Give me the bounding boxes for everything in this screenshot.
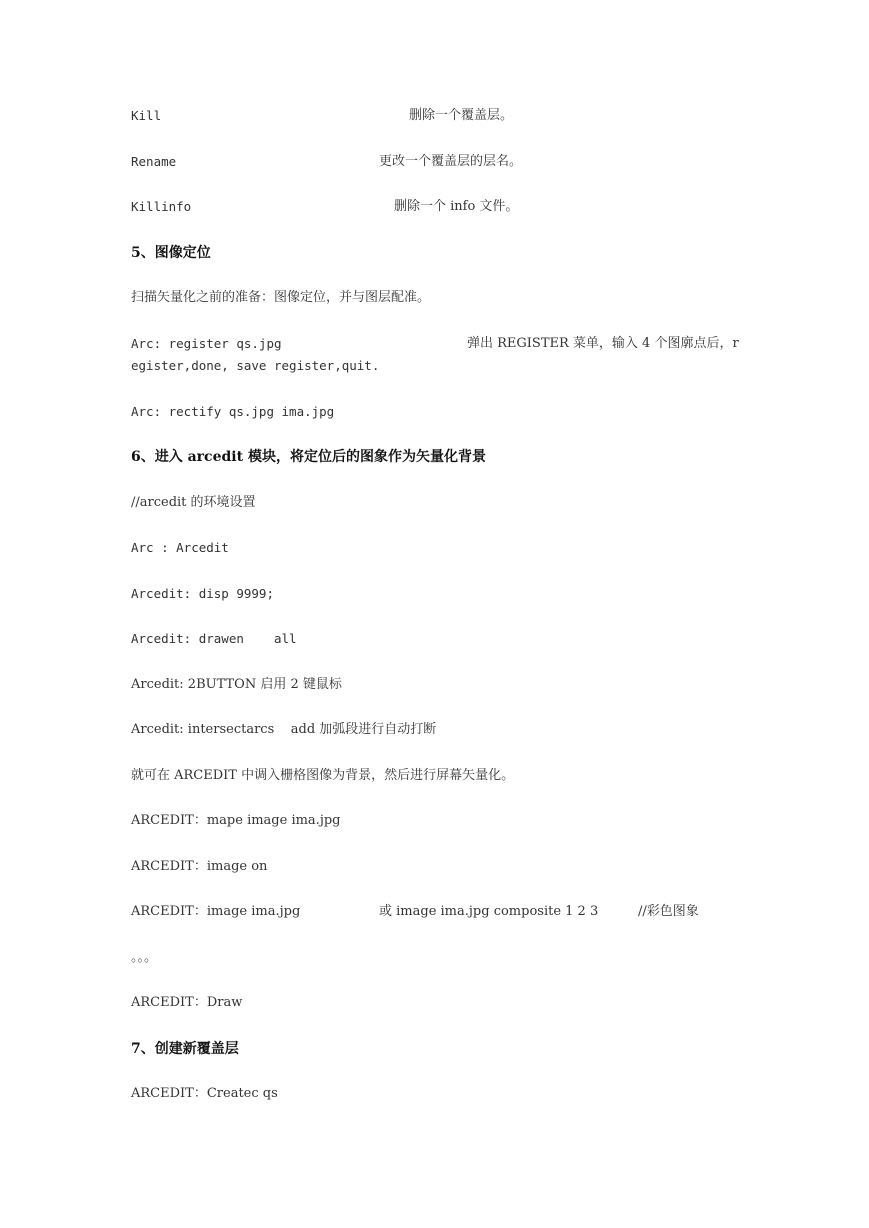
arcedit-image-on: ARCEDIT：image on [131,859,268,874]
arcedit-drawen: Arcedit: drawen all [131,631,297,646]
arcedit-background-note: 就可在 ARCEDIT 中调入栅格图像为背景，然后进行屏幕矢量化。 [131,768,515,783]
section-7-heading: 7、创建新覆盖层 [131,1041,239,1057]
arcedit-image-cmd: ARCEDIT：image ima.jpg [131,904,301,919]
register-command: Arc: register qs.jpg [131,336,282,351]
rectify-command: Arc: rectify qs.jpg ima.jpg [131,404,335,419]
command-killinfo-desc: 删除一个 info 文件。 [394,199,519,214]
command-rename: Rename [131,154,177,169]
section-5-intro: 扫描矢量化之前的准备：图像定位，并与图层配准。 [131,290,431,305]
arcedit-intersectarcs: Arcedit: intersectarcs add 加弧段进行自动打断 [131,722,437,737]
command-kill-desc: 删除一个覆盖层。 [409,108,514,123]
ellipsis: 。。。 [131,950,158,965]
arcedit-draw: ARCEDIT：Draw [131,995,243,1010]
command-rename-desc: 更改一个覆盖层的层名。 [379,154,523,169]
section-6-heading: 6、进入 arcedit 模块，将定位后的图象作为矢量化背景 [131,449,486,465]
command-killinfo: Killinfo [131,199,192,214]
section-5-heading: 5、图像定位 [131,245,211,261]
arcedit-launch: Arc : Arcedit [131,540,229,555]
arcedit-env-comment: //arcedit 的环境设置 [131,495,256,510]
register-description-continued: egister,done, save register,quit. [131,358,380,373]
register-description: 弹出 REGISTER 菜单，输入 4 个图廓点后，r [467,336,739,351]
arcedit-image-comment: //彩色图象 [638,904,699,919]
command-kill: Kill [131,108,162,123]
arcedit-2button: Arcedit: 2BUTTON 启用 2 键鼠标 [131,677,342,692]
arcedit-disp: Arcedit: disp 9999; [131,586,274,601]
arcedit-createc: ARCEDIT：Createc qs [131,1086,278,1101]
arcedit-image-alt: 或 image ima.jpg composite 1 2 3 [379,904,599,919]
arcedit-mape-image: ARCEDIT：mape image ima.jpg [131,813,341,828]
